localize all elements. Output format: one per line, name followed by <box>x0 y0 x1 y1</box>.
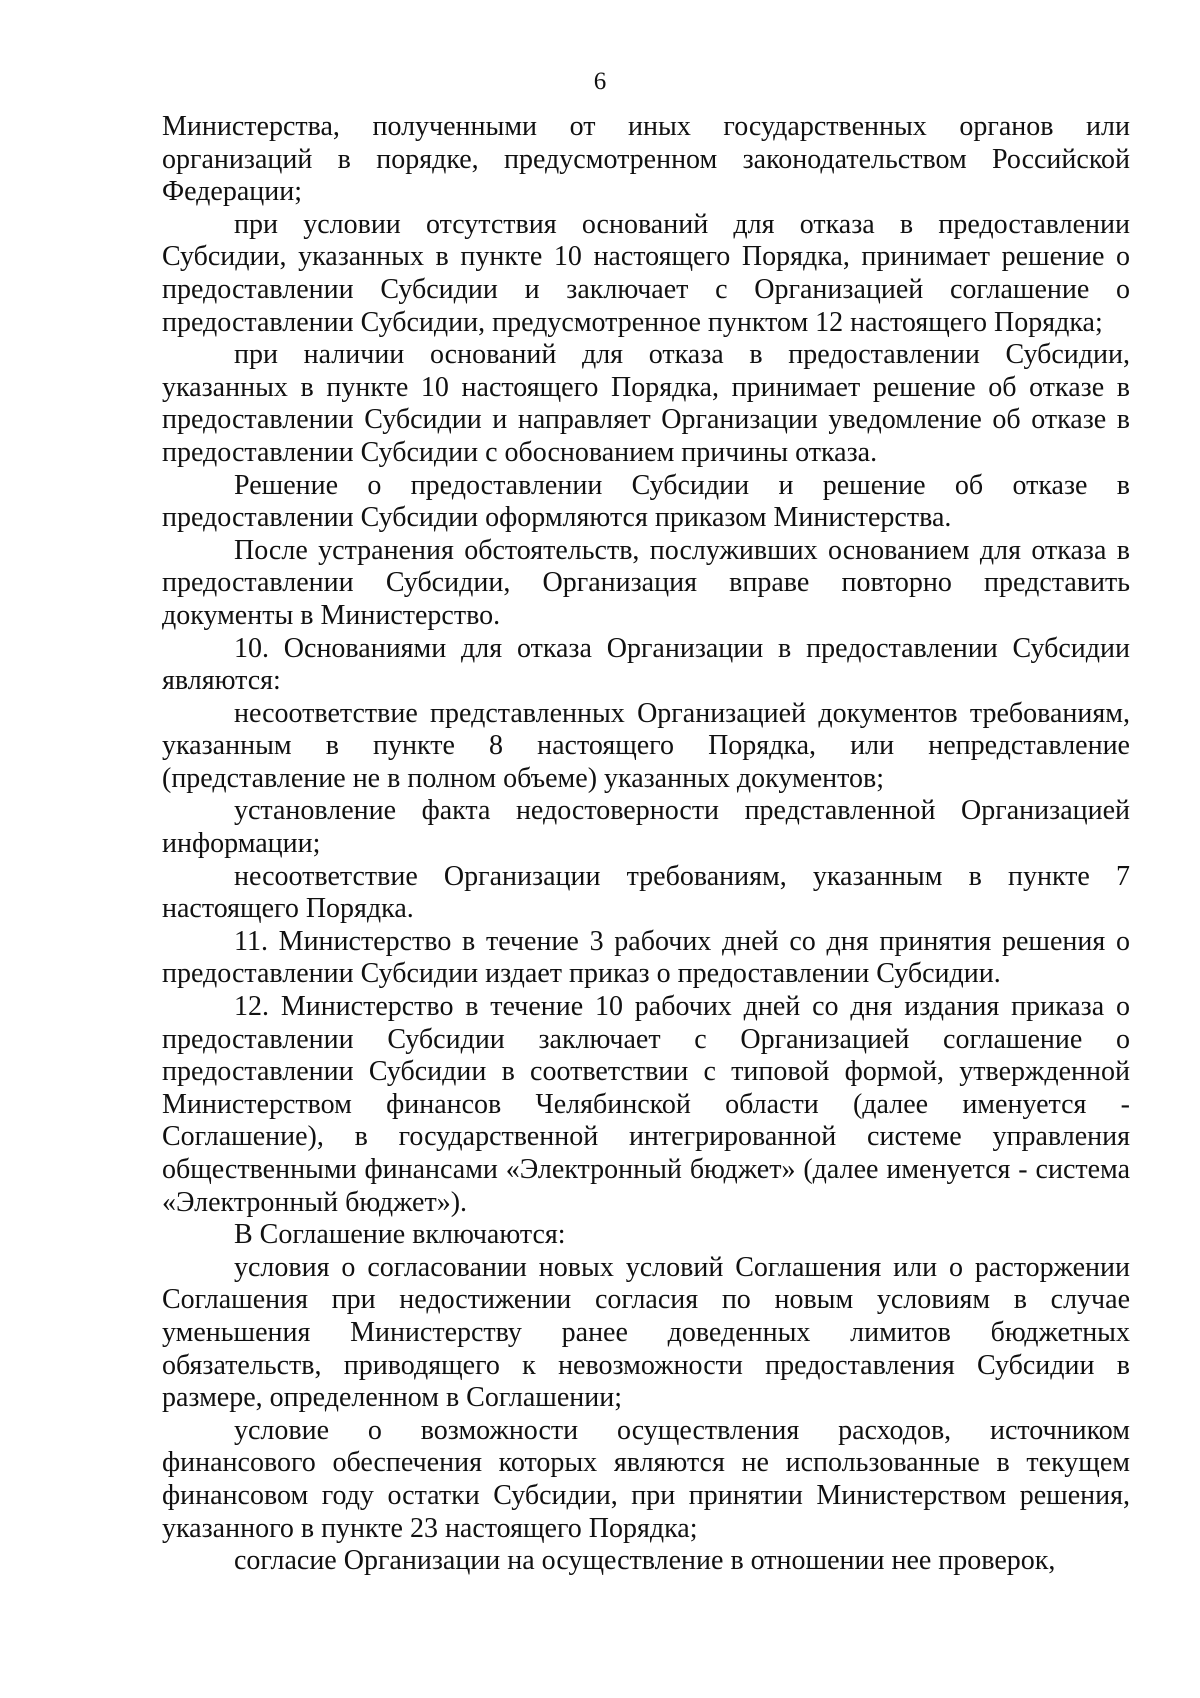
page-number: 6 <box>593 68 607 95</box>
paragraph-8: установление факта недостоверности представленной Организацией информации; <box>162 795 1130 860</box>
paragraph-14: условие о возможности осуществления расходов, источником финансового обеспечения которых являются не использованные в текущем финансовом году остатки Субсидии, при принятии Министерством решения, указанного в пункте 23 настоящего Порядка; <box>162 1414 1130 1544</box>
paragraph-15: согласие Организации на осуществление в отношении нее проверок, <box>234 1545 1056 1577</box>
paragraph-3: при наличии оснований для отказа в предоставлении Субсидии, указанных в пункте 10 настоящего Порядка, принимает решение об отказе в предоставлении Субсидии и направляет Организации уведомление об отказе в предоставлении Субсидии с обоснованием причины отказа. <box>162 339 1130 468</box>
paragraph-2: при условии отсутствия оснований для отказа в предоставлении Субсидии, указанных в пункте 10 настоящего Порядка, принимает решение о предоставлении Субсидии и заключает с Организацией соглашение о предоставлении Субсидии, предусмотренное пунктом 12 настоящего Порядка; <box>162 208 1130 338</box>
paragraph-11: 12. Министерство в течение 10 рабочих дней со дня издания приказа о предоставлении Субсидии заключает с Организацией соглашение о предоставлении Субсидии в соответствии с типовой формой, утвержденной Министерством финансов Челябинской области (далее именуется - Соглашение), в государственной интегрированной системе управления общественными финансами «Электронный бюджет» (далее именуется - система «Электронный бюджет»). <box>162 991 1130 1218</box>
document-body <box>162 111 1130 1578</box>
paragraph-7: несоответствие представленных Организацией документов требованиям, указанным в пункте 8 настоящего Порядка, или непредставление (представление не в полном объеме) указанных документов; <box>162 697 1130 794</box>
paragraph-6: 10. Основаниями для отказа Организации в предоставлении Субсидии являются: <box>162 632 1130 697</box>
paragraph-10: 11. Министерство в течение 3 рабочих дней со дня принятия решения о предоставлении Субсидии издает приказ о предоставлении Субсидии. <box>162 925 1130 990</box>
paragraph-4: Решение о предоставлении Субсидии и решение об отказе в предоставлении Субсидии оформляются приказом Министерства. <box>162 469 1130 534</box>
paragraph-1: Министерства, полученными от иных государственных органов или организаций в порядке, предусмотренном законодательством Российской Федерации; <box>162 111 1130 208</box>
paragraph-9: несоответствие Организации требованиям, указанным в пункте 7 настоящего Порядка. <box>162 860 1130 925</box>
paragraph-13: условия о согласовании новых условий Соглашения или о расторжении Соглашения при недостижении согласия по новым условиям в случае уменьшения Министерству ранее доведенных лимитов бюджетных обязательств, приводящего к невозможности предоставления Субсидии в размере, определенном в Соглашении; <box>162 1251 1130 1414</box>
paragraph-5: После устранения обстоятельств, послуживших основанием для отказа в предоставлении Субсидии, Организация вправе повторно представить документы в Министерство. <box>162 534 1130 631</box>
paragraph-12: В Соглашение включаются: <box>234 1219 566 1251</box>
